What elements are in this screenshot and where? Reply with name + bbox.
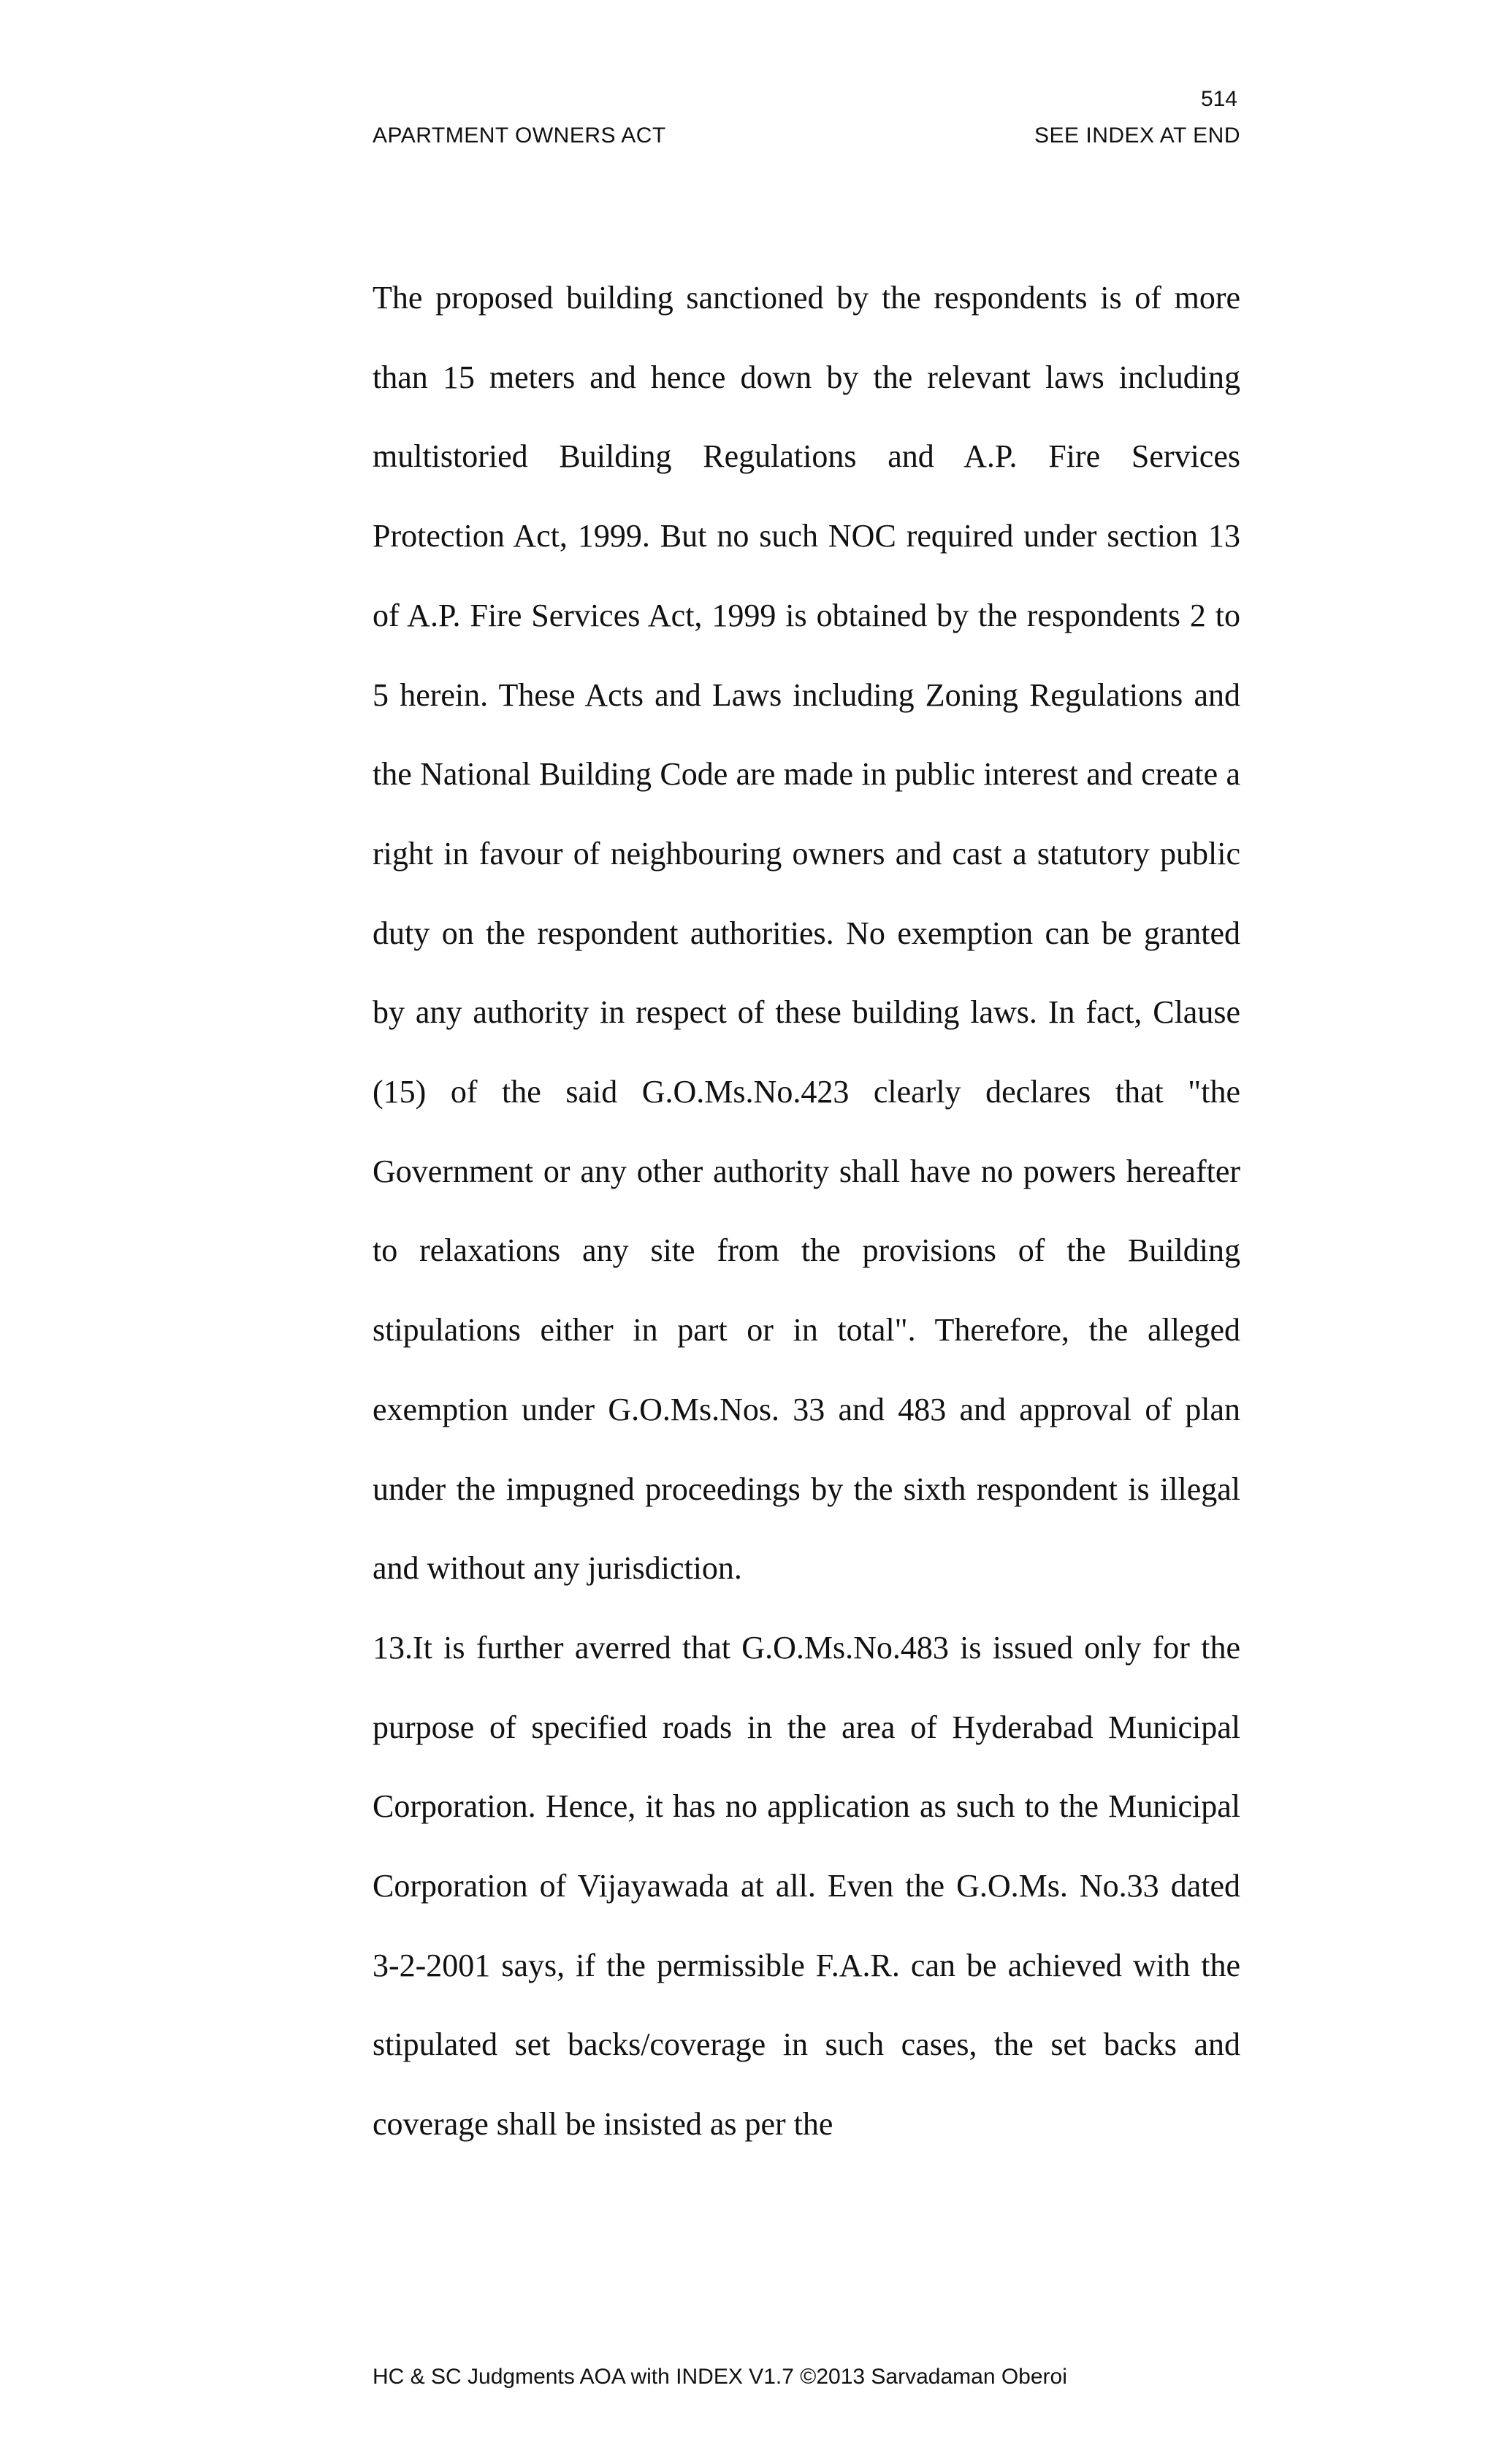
running-header [373,123,1240,149]
paragraph-13: 13.It is further averred that G.O.Ms.No.483 is issued only for the purpose of specified roads in the area of Hyderabad Municipal Corporation. Hence, it has no application as such to the Municipal Corporation of Vijayawada at all. Even the G.O.Ms. No.33 dated 3-2-2001 says, if the permissible F.A.R. can be achieved with the stipulated set backs/coverage in such cases, the set backs and coverage shall be insisted as per the [373,1629,1240,2143]
judgment-body [373,259,1240,2164]
header-title: APARTMENT OWNERS ACT [373,123,666,148]
page-number: 514 [1200,87,1237,111]
paragraph-1: The proposed building sanctioned by the respondents is of more than 15 meters and hence down by the relevant laws including multistoried Building Regulations and A.P. Fire Services Protection Act, 1999. But no such NOC required under section 13 of A.P. Fire Services Act, 1999 is obtained by the respondents 2 to 5 herein. These Acts and Laws including Zoning Regulations and the National Building Code are made in public interest and create a right in favour of neighbouring owners and cast a statutory public duty on the respondent authorities. No exemption can be granted by any authority in respect of these building laws. In fact, Clause (15) of the said G.O.Ms.No.423 clearly declares that "the Government or any other authority shall have no powers hereafter to relaxations any site from the provisions of the Building stipulations either in part or in total". Therefore, the alleged exemption under G.O.Ms.Nos. 33 and 483 and approval of plan under the impugned proceedings by the sixth respondent is illegal and without any jurisdiction. [373,280,1240,1587]
header-index-note: SEE INDEX AT END [1034,123,1240,148]
page-footer: HC & SC Judgments AOA with INDEX V1.7 ©2013 Sarvadaman Oberoi [373,2365,1067,2389]
